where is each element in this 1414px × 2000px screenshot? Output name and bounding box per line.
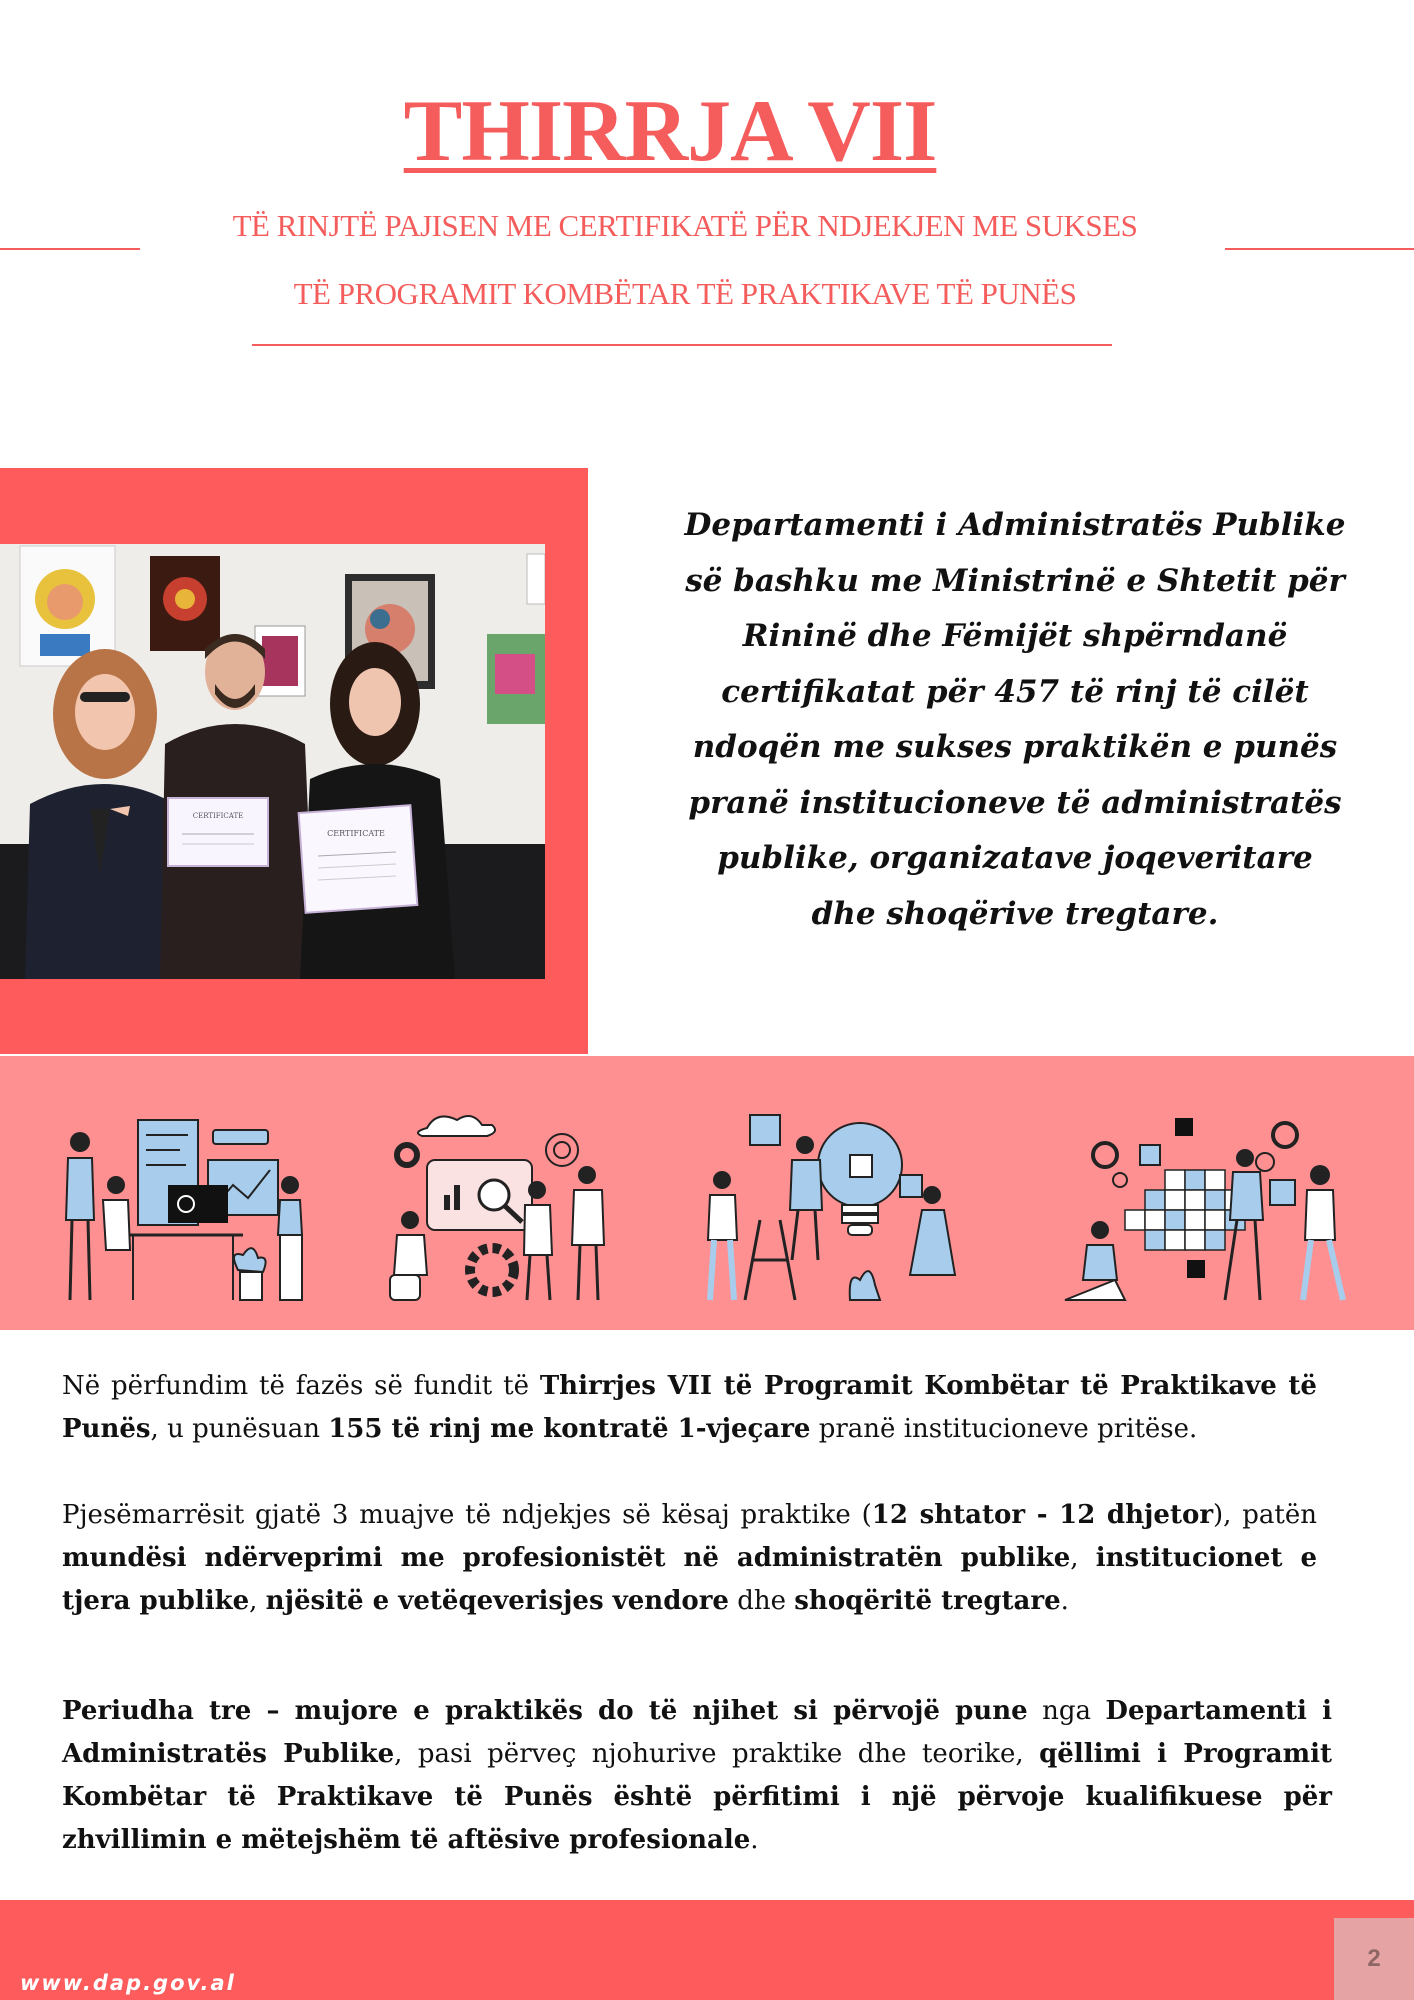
divider-under-subtitle bbox=[252, 344, 1112, 346]
bold-run: Periudha tre – mujore e praktikës do të njihet si përvojë pune bbox=[62, 1696, 1028, 1726]
building-blocks-icon bbox=[1055, 1110, 1355, 1310]
bold-run: 155 të rinj me kontratë 1-vjeçare bbox=[328, 1414, 811, 1444]
bold-run: qëllimi i Programit Kombëtar të Praktikave të Punës është përfitimi i një përvoje kualifikuese për zhvillimin e mëtejshëm të aftësive profesionale bbox=[62, 1739, 1333, 1855]
text-run: dhe bbox=[728, 1586, 795, 1616]
divider-right bbox=[1225, 248, 1414, 250]
paragraph-3 bbox=[62, 1690, 1332, 1862]
intro-text bbox=[670, 498, 1360, 942]
text-run: . bbox=[750, 1825, 759, 1855]
text-run: , pasi përveç njohurive praktike dhe teorike, bbox=[394, 1739, 1040, 1769]
painting-icon bbox=[20, 546, 115, 666]
certificate-right bbox=[299, 805, 418, 913]
ceremony-photo bbox=[0, 544, 545, 979]
bold-run: 12 shtator - 12 dhjetor bbox=[871, 1500, 1214, 1530]
certificate-text: CERTIFICATE bbox=[327, 829, 385, 838]
text-run: . bbox=[1060, 1586, 1069, 1616]
analytics-gear-icon bbox=[382, 1110, 642, 1310]
text-run: nga bbox=[1027, 1696, 1106, 1726]
text-run: Në përfundim të fazës së fundit të bbox=[62, 1371, 540, 1401]
page-title: THIRRJA VII bbox=[403, 83, 937, 180]
intro-line: dhe shoqërive tregtare. bbox=[811, 895, 1219, 932]
divider-left bbox=[0, 248, 140, 250]
certificate-left bbox=[168, 798, 268, 866]
subtitle-line-2: TË PROGRAMIT KOMBËTAR TË PRAKTIKAVE TË PUNËS bbox=[293, 276, 1077, 311]
intro-line: pranë institucioneve të administratës bbox=[688, 784, 1342, 821]
subtitle-line-1: TË RINJTË PAJISEN ME CERTIFIKATË PËR NDJEKJEN ME SUKSES bbox=[232, 208, 1138, 243]
intro-line: së bashku me Ministrinë e Shtetit për bbox=[685, 562, 1345, 599]
paragraph-1 bbox=[62, 1365, 1317, 1451]
lightbulb-puzzle-icon bbox=[700, 1110, 970, 1310]
text-run: ), patën bbox=[1213, 1500, 1317, 1530]
intro-line: Departamenti i Administratës Publike bbox=[684, 507, 1346, 543]
bold-run: mundësi ndërveprimi me profesionistët në administratën publike bbox=[62, 1543, 1071, 1573]
bold-run: shoqëritë tregtare bbox=[794, 1586, 1061, 1616]
bold-run: Thirrjes VII të Programit Kombëtar të Praktikave të Punës bbox=[62, 1371, 1317, 1444]
text-run: Pjesëmarrësit gjatë 3 muajve të ndjekjes së kësaj praktike ( bbox=[62, 1500, 872, 1530]
intro-line: publike, organizatave joqeveritare bbox=[717, 840, 1313, 876]
team-computer-icon bbox=[58, 1110, 318, 1310]
text-run: , bbox=[249, 1586, 266, 1616]
bold-run: Departamenti i Administratës Publike bbox=[62, 1696, 1333, 1769]
certificate-text: CERTIFICATE bbox=[192, 812, 244, 820]
intro-line: certifikatat për 457 të rinj të cilët bbox=[721, 673, 1309, 710]
text-run: pranë institucioneve pritëse. bbox=[810, 1414, 1198, 1444]
intro-line: ndoqën me sukses praktikën e punës bbox=[692, 729, 1338, 765]
intro-line: Rininë dhe Fëmijët shpërndanë bbox=[742, 618, 1288, 654]
page-number: 2 bbox=[1334, 1918, 1414, 2000]
bold-run: njësitë e vetëqeverisjes vendore bbox=[265, 1586, 729, 1616]
bold-run: institucionet e tjera publike bbox=[62, 1543, 1317, 1616]
website-link[interactable]: www.dap.gov.al bbox=[20, 1971, 236, 1995]
text-run: , u punësuan bbox=[150, 1414, 329, 1444]
text-run: , bbox=[1070, 1543, 1096, 1573]
paragraph-2 bbox=[62, 1494, 1317, 1623]
